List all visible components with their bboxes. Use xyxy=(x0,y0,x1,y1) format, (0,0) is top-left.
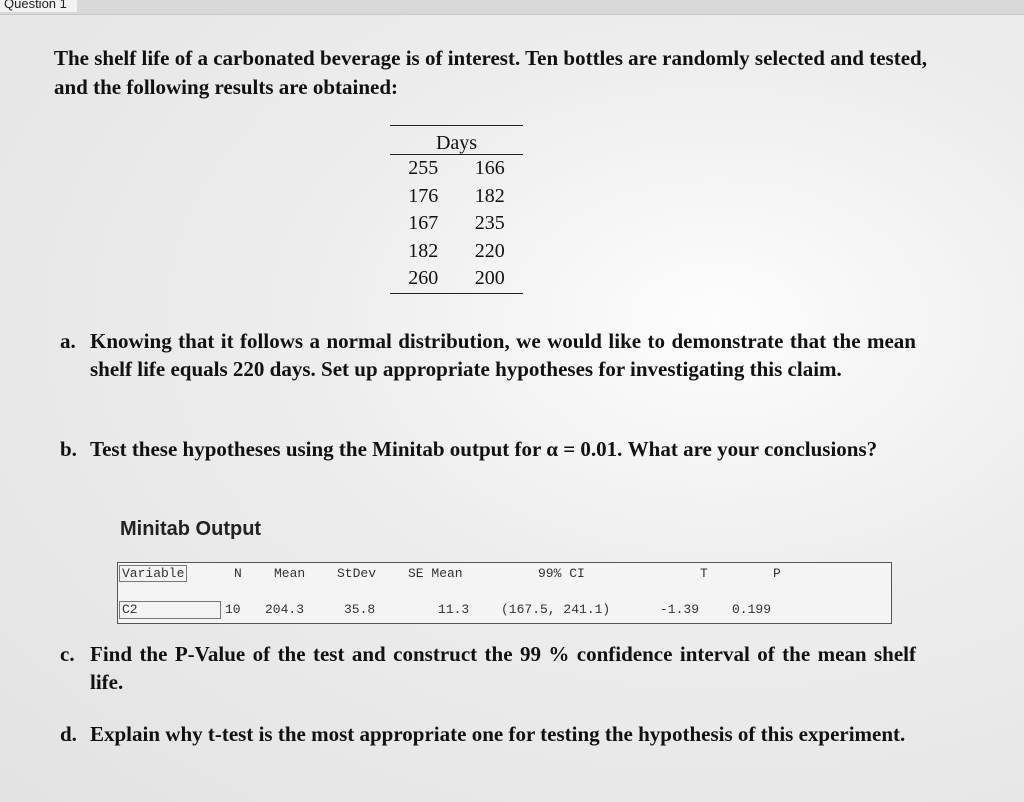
mt-row-variable: C2 xyxy=(119,601,221,619)
minitab-output-table xyxy=(117,562,892,624)
mt-row-ci: (167.5, 241.1) xyxy=(501,602,611,617)
days-table xyxy=(390,125,523,294)
question-a-text: Knowing that it follows a normal distribution, we would like to demonstrate that the mean shelf life equals 220 days. Set up appropriate hypotheses for investigating this claim. xyxy=(90,329,916,381)
mt-header-stdev: StDev xyxy=(337,566,377,581)
question-d-text: Explain why t-test is the most appropriate one for testing the hypothesis of this experiment. xyxy=(90,722,906,746)
mt-row-stdev: 35.8 xyxy=(344,602,376,617)
table-cell: 200 xyxy=(474,267,505,289)
question-c-letter: c. xyxy=(60,642,75,666)
question-b-text: Test these hypotheses using the Minitab output for α = 0.01. What are your conclusions? xyxy=(90,437,878,461)
table-row xyxy=(390,155,523,183)
table-row xyxy=(390,265,523,293)
mt-header-ci: 99% CI xyxy=(538,566,585,581)
question-c-text: Find the P-Value of the test and construct the 99 % confidence interval of the mean shelf life. xyxy=(90,642,916,694)
mt-header-p: P xyxy=(773,566,781,581)
mt-row-mean: 204.3 xyxy=(265,602,305,617)
table-row xyxy=(390,183,523,211)
mt-row-p: 0.199 xyxy=(732,602,772,617)
table-row xyxy=(390,210,523,238)
table-cell: 167 xyxy=(408,212,439,234)
question-b xyxy=(60,435,916,463)
mt-row-n: 10 xyxy=(225,602,241,617)
question-b-letter: b. xyxy=(60,437,77,461)
mt-row-se-mean: 11.3 xyxy=(438,602,470,617)
question-a-letter: a. xyxy=(60,329,76,353)
table-cell: 235 xyxy=(474,212,505,234)
table-cell: 182 xyxy=(408,239,439,262)
question-tab[interactable]: Question 1 xyxy=(0,0,77,12)
table-cell: 182 xyxy=(474,184,505,207)
days-table-header: Days xyxy=(390,126,523,155)
mt-header-t: T xyxy=(700,566,708,581)
table-cell: 260 xyxy=(408,267,439,289)
table-cell: 166 xyxy=(474,157,505,179)
top-bar xyxy=(0,0,1024,15)
question-a xyxy=(60,327,916,383)
table-cell: 220 xyxy=(474,239,505,262)
intro-text: The shelf life of a carbonated beverage is of interest. Ten bottles are randomly selected and tested, and the following results are obtained: xyxy=(54,46,927,99)
mt-row-t: -1.39 xyxy=(660,602,700,617)
table-cell: 176 xyxy=(408,184,439,207)
minitab-title: Minitab Output xyxy=(120,518,262,540)
mt-header-mean: Mean xyxy=(274,566,306,581)
mt-header-n: N xyxy=(234,566,242,581)
question-d-letter: d. xyxy=(60,722,77,746)
question-d xyxy=(60,720,916,748)
table-cell: 255 xyxy=(408,157,439,179)
question-body xyxy=(54,44,934,102)
mt-header-se-mean: SE Mean xyxy=(408,566,463,581)
mt-header-variable: Variable xyxy=(119,565,187,582)
question-c xyxy=(60,640,916,696)
table-row xyxy=(390,238,523,266)
